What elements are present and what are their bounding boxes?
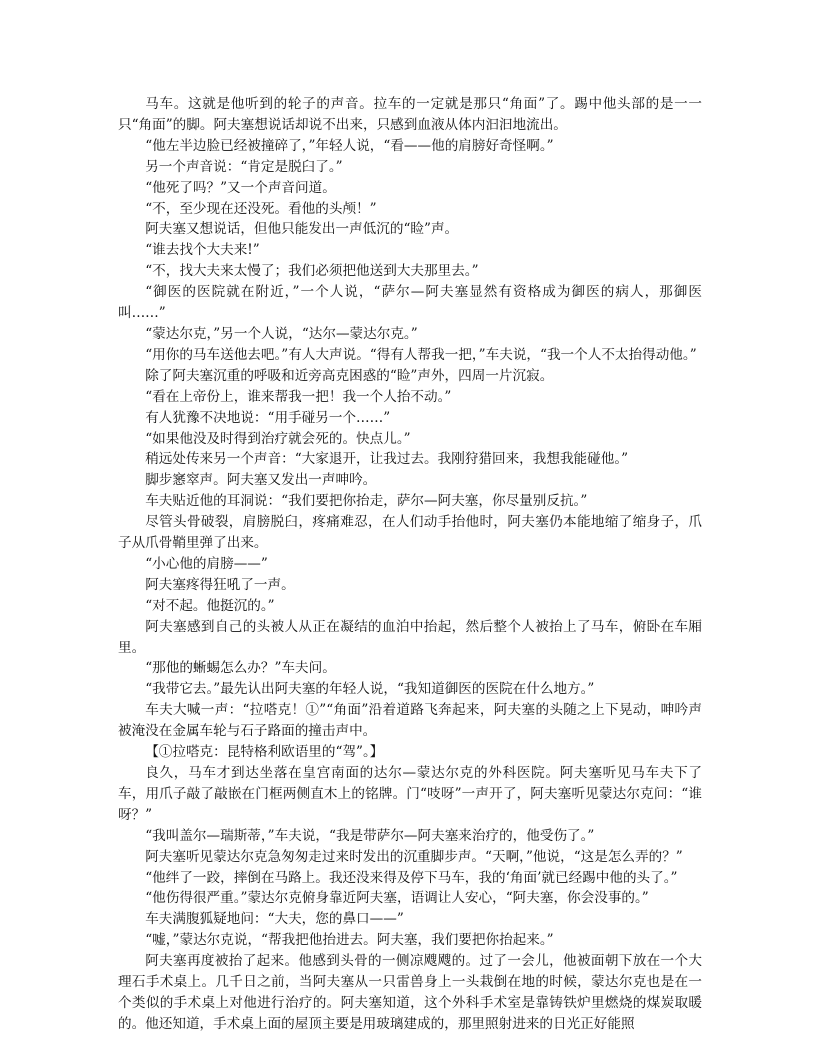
- paragraph: 另一个声音说：“肯定是脱臼了。”: [145, 158, 343, 175]
- paragraph: 车夫大喊一声：“拉嗒克！①”“角面”沿着道路飞奔起来，阿夫塞的头随之上下晃动，呻吟声被淹没在金属车轮与石子路面的撞击声中。: [118, 702, 702, 740]
- paragraph: 车夫贴近他的耳洞说：“我们要把你抬走，萨尔—阿夫塞，你尽量别反抗。”: [145, 493, 588, 510]
- paragraph: “他左半边脸已经被撞碎了，”年轻人说，“看——他的肩膀好奇怪啊。”: [145, 137, 554, 154]
- paragraph: “御医的医院就在附近，”一个人说，“萨尔—阿夫塞显然有资格成为御医的病人，那御医叫……”: [118, 284, 702, 322]
- paragraph: 阿夫塞听见蒙达尔克急匆匆走过来时发出的沉重脚步声。“天啊，”他说，“这是怎么弄的？”: [145, 848, 683, 865]
- paragraph: “我带它去。”最先认出阿夫塞的年轻人说，“我知道御医的医院在什么地方。”: [145, 681, 595, 698]
- paragraph: 脚步窸窣声。阿夫塞又发出一声呻吟。: [145, 472, 377, 489]
- paragraph: “小心他的肩膀——”: [145, 555, 268, 572]
- paragraph: “对不起。他挺沉的。”: [145, 597, 275, 614]
- paragraph: 【①拉嗒克：昆特格利欧语里的“驾”。】: [145, 744, 384, 761]
- paragraph: 尽管头骨破裂，肩膀脱臼，疼痛难忍，在人们动手抬他时，阿夫塞仍本能地缩了缩身子，爪子从爪骨鞘里弹了出来。: [118, 514, 702, 552]
- story-text: [118, 94, 702, 1035]
- paragraph: “如果他没及时得到治疗就会死的。快点儿。”: [145, 430, 411, 447]
- paragraph: 阿夫塞感到自己的头被人从正在凝结的血泊中抬起，然后整个人被抬上了马车，俯卧在车厢里。: [118, 618, 702, 656]
- paragraph: 稍远处传来另一个声音：“大家退开，让我过去。我刚狩猎回来，我想我能碰他。”: [145, 451, 629, 468]
- paragraph: 除了阿夫塞沉重的呼吸和近旁高克困惑的“睑”声外，四周一片沉寂。: [145, 367, 554, 384]
- paragraph: “他伤得很严重。”蒙达尔克俯身靠近阿夫塞，语调让人安心，“阿夫塞，你会没事的。”: [145, 890, 649, 907]
- paragraph: “那他的蜥蜴怎么办？”车夫问。: [145, 660, 336, 677]
- paragraph: “我叫盖尔—瑞斯蒂，”车夫说，“我是带萨尔—阿夫塞来治疗的，他受伤了。”: [145, 827, 595, 844]
- paragraph: 阿夫塞疼得狂吼了一声。: [145, 576, 295, 593]
- paragraph: 马车。这就是他听到的轮子的声音。拉车的一定就是那只“角面”了。踢中他头部的是一一只“角面”的脚。阿夫塞想说话却说不出来，只感到血液从体内汩汩地流出。: [118, 96, 702, 133]
- paragraph: “不，至少现在还没死。看他的头颅！”: [145, 200, 377, 217]
- paragraph: “蒙达尔克，”另一个人说，“达尔—蒙达尔克。”: [145, 325, 418, 342]
- paragraph: “不，找大夫来太慢了；我们必须把他送到大夫那里去。”: [145, 263, 479, 280]
- paragraph: “看在上帝份上，谁来帮我一把！我一个人抬不动。”: [145, 388, 452, 405]
- paragraph: “他绊了一跤，摔倒在马路上。我还没来得及停下马车，我的‘角面’就已经踢中他的头了。”: [145, 869, 678, 886]
- paragraph: 阿夫塞再度被抬了起来。他感到头骨的一侧凉飕飕的。过了一会儿，他被面朝下放在一个大理石手术桌上。几千日之前，当阿夫塞从一只雷兽身上一头栽倒在地的时候，蒙达尔克也是在一个类似的手术桌上对他进行治疗的。阿夫塞知道，这个外科手术室是靠铸铁炉里燃烧的煤炭取暖的。他还知道，手术桌上面的屋顶主要是用玻璃建成的，那里照射进来的日光正好能照: [118, 953, 702, 1032]
- paragraph: 有人犹豫不决地说：“用手碰另一个……”: [145, 409, 391, 426]
- paragraph: 良久，马车才到达坐落在皇宫南面的达尔—蒙达尔克的外科医院。阿夫塞听见马车夫下了车，用爪子敲了敲嵌在门框两侧直木上的铭牌。门“吱呀”一声开了，阿夫塞听见蒙达尔克问：“谁呀？”: [118, 765, 702, 823]
- paragraph: “他死了吗？”又一个声音问道。: [145, 179, 336, 196]
- paragraph: 阿夫塞又想说话，但他只能发出一声低沉的“睑”声。: [145, 221, 459, 238]
- paragraph: 车夫满腹狐疑地问：“大夫，您的鼻口——”: [145, 911, 404, 928]
- paragraph: “用你的马车送他去吧。”有人大声说。“得有人帮我一把，”车夫说，“我一个人不太抬得动他。”: [145, 346, 697, 363]
- paragraph: “谁去找个大夫来!”: [145, 242, 260, 259]
- paragraph: “嘘，”蒙达尔克说，“帮我把他抬进去。阿夫塞，我们要把你抬起来。”: [145, 932, 554, 949]
